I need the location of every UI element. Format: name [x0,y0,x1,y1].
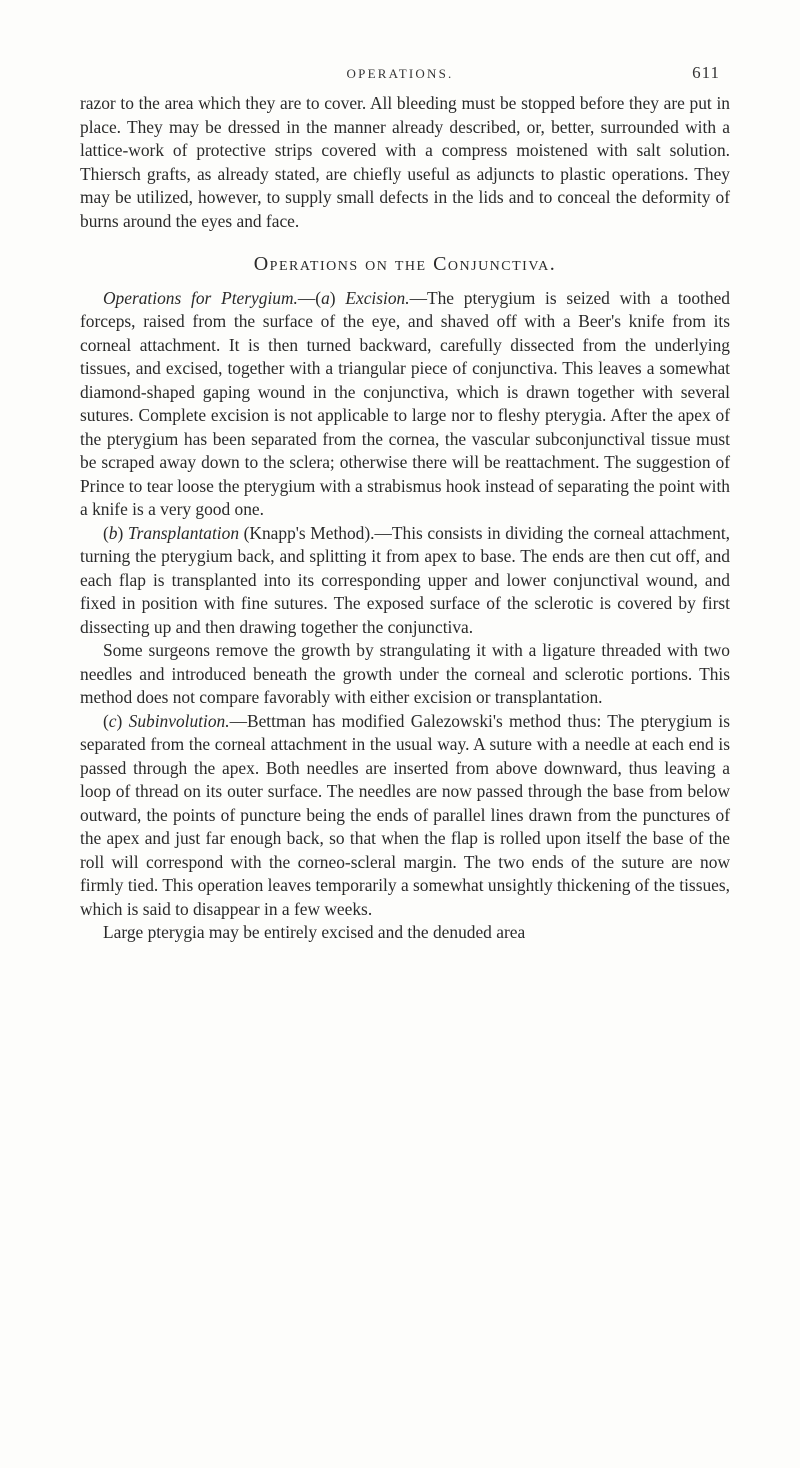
body-text [80,92,730,945]
subsection-title: Subinvolution. [128,710,230,731]
continuation-paragraph: razor to the area which they are to cover. All bleeding must be stopped before they are put in place. They may be dressed in the manner already described, or, better, surrounded with a lattice-work of protective strips covered with a compress moistened with salt solution. Thiersch grafts, as already stated, are chiefly useful as adjuncts to plastic operations. They may be utilized, however, to supply small defects in the lids and to conceal the deformity of burns around the eyes and face. [80,93,730,231]
paragraph-large-pterygia: Large pterygia may be entirely excised and the denuded area [103,922,526,942]
section-heading: Operations on the Conjunctiva. [253,253,557,275]
paragraph-text: —The pterygium is seized with a toothed forceps, raised from the surface of the eye, and shaved off with a Beer's knife from its corneal attachment. It is then turned backward, carefully dissected from the underlying tissues, and excised, together with a triangular piece of conjunctiva. This leaves a somewhat diamond-shaped gaping wound in the conjunctiva, which is drawn together with several sutures. Complete excision is not applicable to large nor to fleshy pterygia. After the apex of the pterygium has been separated from the cornea, the vascular subconjunctival tissue must be scraped away down to the sclera; otherwise there will be reattachment. The suggestion of Prince to tear loose the pterygium with a strabismus hook instead of separating the point with a knife is a very good one. [80,287,730,519]
run-in-heading: Operations for Pterygium. [103,287,298,308]
punctuation: —( [297,287,322,308]
subsection-letter: b [108,522,118,543]
punctuation: ( [103,522,109,543]
punctuation: ) [329,287,346,308]
paragraph-text: (Knapp's Method).—This consists in dividing the corneal attachment, turning the pterygium back, and splitting it from apex to base. The ends are then cut off, and each flap is transplanted into its corresponding upper and lower conjunctival wound, and fixed in position with fine sutures. The exposed surface of the sclerotic is covered by first dissecting up and then drawing together the conjunctiva. [80,522,730,637]
subsection-title: Transplantation [127,522,240,543]
subsection-letter: a [321,287,330,308]
paragraph-text: —Bettman has modified Galezowski's method thus: The pterygium is separated from the corneal attachment in the usual way. A suture with a needle at each end is passed through the apex. Both needles are inserted from above downward, thus leaving a loop of thread on its outer surface. The needles are now passed through the base from below outward, the points of puncture being the ends of parallel lines drawn from the punctures of the apex and just far enough back, so that when the flap is rolled upon itself the base of the roll will correspond with the corneo-scleral margin. The two ends of the suture are now firmly tied. This operation leaves temporarily a somewhat unsightly thickening of the tissues, which is said to disappear in a few weeks. [80,710,730,919]
punctuation: ) [117,522,128,543]
subsection-letter: c [108,710,117,731]
page-number: 611 [692,63,720,82]
running-title: OPERATIONS. [346,66,454,81]
paragraph-subinvolution [80,710,730,922]
punctuation: ( [103,710,109,731]
subsection-title: Excision. [345,287,410,308]
running-head [0,62,800,86]
paragraph-pterygium-excision [80,287,730,522]
punctuation: ) [116,710,129,731]
paragraph-transplantation [80,522,730,640]
paragraph-ligature: Some surgeons remove the growth by strangulating it with a ligature threaded with two needles and introduced beneath the growth under the corneal and sclerotic portions. This method does not compare favorably with either excision or transplantation. [80,640,730,707]
